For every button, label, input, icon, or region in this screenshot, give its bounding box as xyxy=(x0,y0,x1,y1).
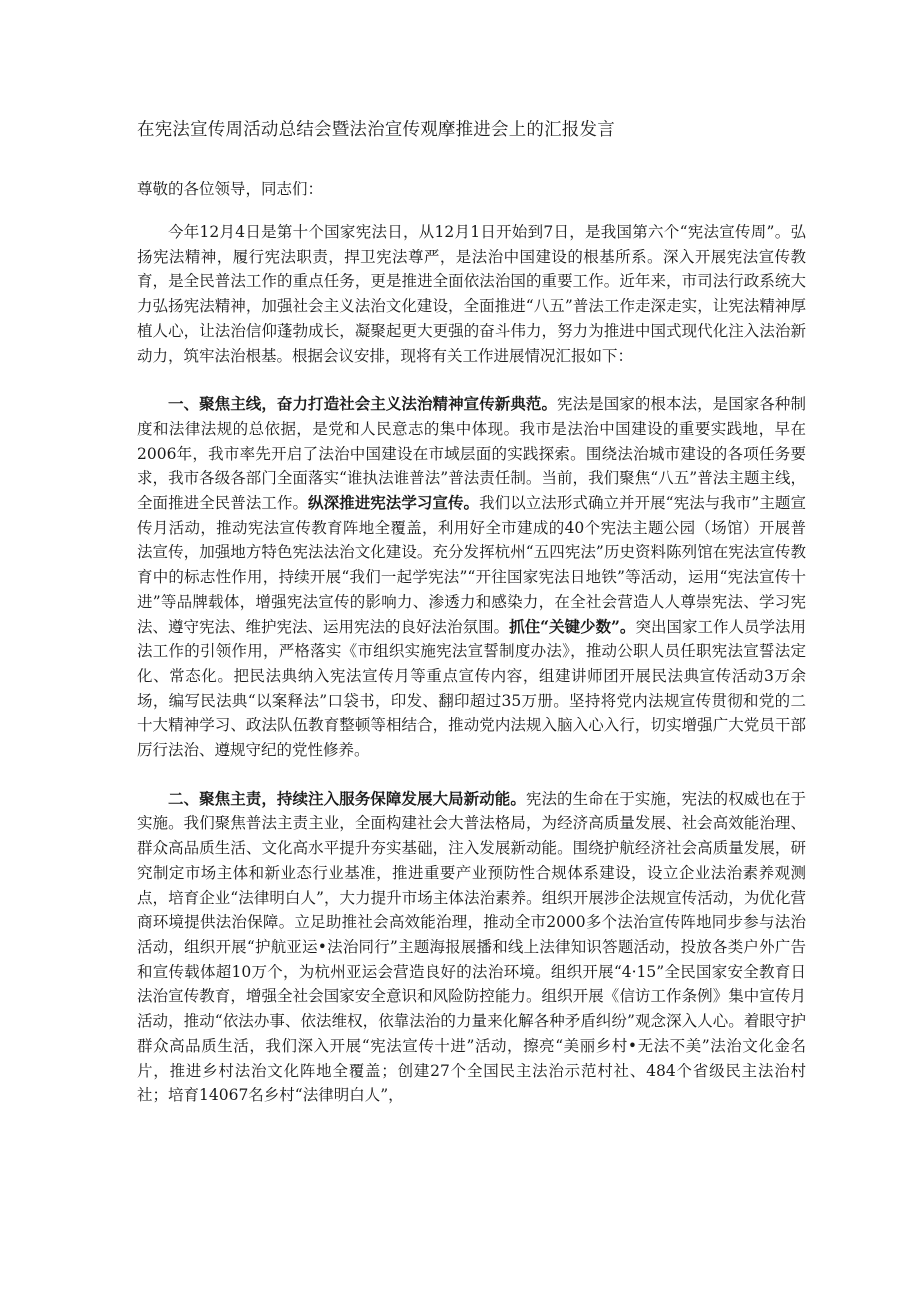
paragraph-intro: 今年12月4日是第十个国家宪法日，从12月1日开始到7日，是我国第六个“宪法宣传周”。弘扬宪法精神，履行宪法职责，捍卫宪法尊严，是法治中国建设的根基所系。深入开展宪法宣传教育，是全民普法工作的重点任务，更是推进全面依法治国的重要工作。近年来，市司法行政系统大力弘扬宪法精神，加强社会主义法治文化建设，全面推进“八五”普法工作走深走实，让宪法精神厚植人心，让法治信仰蓬勃成长，凝聚起更大更强的奋斗伟力，努力为推进中国式现代化注入法治新动力，筑牢法治根基。根据会议安排，现将有关工作进展情况汇报如下： xyxy=(137,223,806,365)
section-two-heading: 二、聚焦主责，持续注入服务保障发展大局新动能。 xyxy=(168,788,526,808)
section-two-text: 宪法的生命在于实施，宪法的权威也在于实施。我们聚焦普法主责主业，全面构建社会大普法格局，为经济高质量发展、社会高效能治理、群众高品质生活、文化高水平提升夯实基础，注入发展新动能。围绕护航经济社会高质量发展，研究制定市场主体和新业态行业基准，推进重要产业预防性合规体系建设，设立企业法治素养观测点，培育企业“法律明白人”，大力提升市场主体法治素养。组织开展涉企法规宣传活动，为优化营商环境提供法治保障。立足助推社会高效能治理，推动全市2000多个法治宣传阵地同步参与法治活动，组织开展“护航亚运•法治同行”主题海报展播和线上法律知识答题活动，投放各类户外广告和宣传载体超10万个，为杭州亚运会营造良好的法治环境。组织开展“4·15”全民国家安全教育日法治宣传教育，增强全社会国家安全意识和风险防控能力。组织开展《信访工作条例》集中宣传月活动，推动“依法办事、依法维权，依靠法治的力量来化解各种矛盾纠纷”观念深入人心。着眼守护群众高品质生活，我们深入开展“宪法宣传十进”活动，擦亮“美丽乡村•无法不美”法治文化金名片，推进乡村法治文化阵地全覆盖；创建27个全国民主法治示范村社、484个省级民主法治村社；培育14067名乡村“法律明白人”， xyxy=(137,789,806,1105)
section-one-subheading-constitution-study: 纵深推进宪法学习宣传。 xyxy=(308,493,480,513)
salutation: 尊敬的各位领导，同志们： xyxy=(137,180,324,198)
document-title: 在宪法宣传周活动总结会暨法治宣传观摩推进会上的汇报发言 xyxy=(137,120,615,140)
paragraph-section-one xyxy=(137,392,806,763)
section-one-subheading-key-minority: 抓住“关键少数”。 xyxy=(509,616,636,636)
section-one-heading: 一、聚焦主线，奋力打造社会主义法治精神宣传新典范。 xyxy=(168,394,558,414)
section-one-text-2: 我们以立法形式确立并开展“宪法与我市”主题宣传月活动，推动宪法宣传教育阵地全覆盖，利用好全市建成的40个宪法主题公园（场馆）开展普法宣传，加强地方特色宪法法治文化建设。充分发挥杭州“五四宪法”历史资料陈列馆在宪法宣传教育中的标志性作用，持续开展“我们一起学宪法”“开往国家宪法日地铁”等活动，运用“宪法宣传十进”等品牌载体，增强宪法宣传的影响力、渗透力和感染力，在全社会营造人人尊崇宪法、学习宪法、遵守宪法、维护宪法、运用宪法的良好法治氛围。 xyxy=(137,494,806,636)
paragraph-section-two xyxy=(137,787,806,1108)
section-one-text-3: 突出国家工作人员学法用法工作的引领作用，严格落实《市组织实施宪法宣誓制度办法》，推动公职人员任职宪法宣誓法定化、常态化。把民法典纳入宪法宣传月等重点宣传内容，组建讲师团开展民法典宣传活动3万余场，编写民法典“以案释法”口袋书，印发、翻印超过35万册。坚持将党内法规宣传贯彻和党的二十大精神学习、政法队伍教育整顿等相结合，推动党内法规入脑入心入行，切实增强广大党员干部厉行法治、遵规守纪的党性修养。 xyxy=(137,617,806,760)
section-one-text: 宪法是国家的根本法，是国家各种制度和法律法规的总依据，是党和人民意志的集中体现。我市是法治中国建设的重要实践地，早在2006年，我市率先开启了法治中国建设在市域层面的实践探索。围绕法治城市建设的各项任务要求，我市各级各部门全面落实“谁执法谁普法”普法责任制。当前，我们聚焦“八五”普法主题主线，全面推进全民普法工作。 xyxy=(137,395,806,513)
